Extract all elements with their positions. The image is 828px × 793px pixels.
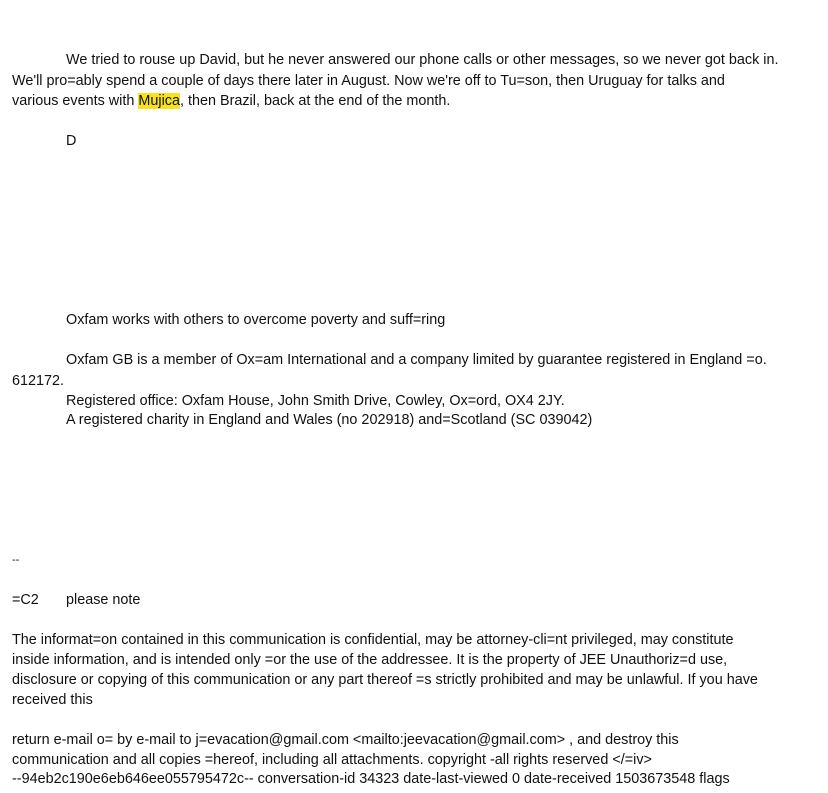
signature-separator: -- bbox=[12, 554, 20, 566]
note-marker: =C2 bbox=[12, 592, 39, 608]
registered-charity: A registered charity in England and Wales (no 202918) and=Scotland (SC 039042) bbox=[66, 412, 593, 428]
oxfam-member-line-1: Oxfam GB is a member of Ox=am International and a company limited by guarantee registered in England =o. bbox=[66, 352, 767, 368]
disclaimer-line-4: received this bbox=[12, 692, 93, 708]
message-metadata-line: --94eb2c190e6eb646ee055795472c-- conversation-id 34323 date-last-viewed 0 date-received 1503673548 flags bbox=[12, 771, 730, 787]
oxfam-member-line-2: 612172. bbox=[12, 373, 65, 389]
registered-office: Registered office: Oxfam House, John Smith Drive, Cowley, Ox=ord, OX4 2JY. bbox=[66, 393, 565, 409]
signoff: D bbox=[66, 133, 77, 149]
body-line-1: We tried to rouse up David, but he never answered our phone calls or other messages, so we never got back in. bbox=[66, 52, 779, 68]
return-line-2: communication and all copies =hereof, including all attachments. copyright -all rights reserved </=iv> bbox=[12, 752, 652, 768]
oxfam-tagline: Oxfam works with others to overcome poverty and suff=ring bbox=[66, 312, 446, 328]
body-line-3-start: various events with bbox=[12, 93, 139, 109]
note-label: please note bbox=[66, 592, 141, 608]
disclaimer-line-1: The informat=on contained in this communication is confidential, may be attorney-cli=nt privileged, may constitute bbox=[12, 632, 734, 648]
body-line-3 bbox=[12, 91, 450, 111]
body-line-3-end: , then Brazil, back at the end of the month. bbox=[179, 93, 451, 109]
disclaimer-line-2: inside information, and is intended only =or the use of the addressee. It is the property of JEE Unauthoriz=d use, bbox=[12, 652, 728, 668]
body-line-2: We'll pro=ably spend a couple of days there later in August. Now we're off to Tu=son, then Uruguay for talks and bbox=[12, 73, 725, 89]
disclaimer-line-3: disclosure or copying of this communication or any part thereof =s strictly prohibited and may be unlawful. If you have bbox=[12, 672, 758, 688]
return-line-1: return e-mail o= by e-mail to j=evacation@gmail.com <mailto:jeevacation@gmail.com> , and destroy this bbox=[12, 732, 679, 748]
highlighted-name: Mujica bbox=[138, 93, 180, 109]
